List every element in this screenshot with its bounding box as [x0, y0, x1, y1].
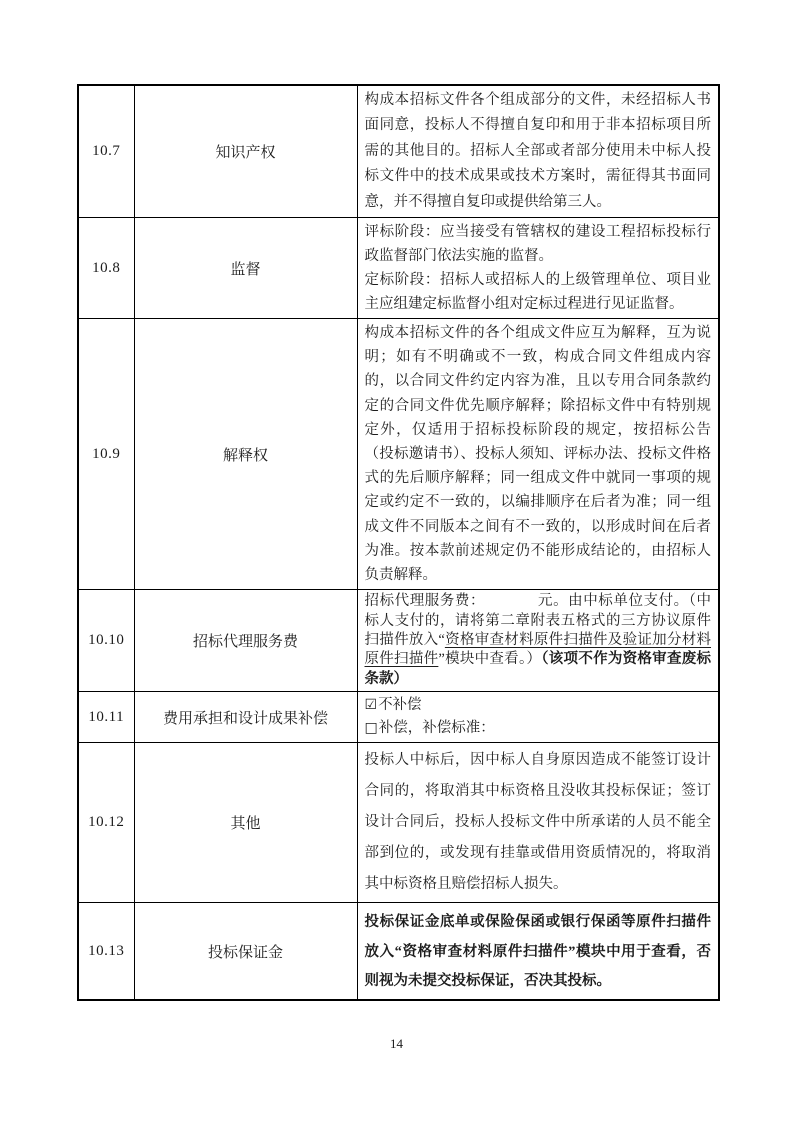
clause-number: 10.13	[78, 903, 134, 1000]
clause-content-cell	[357, 85, 719, 218]
clause-number: 10.12	[78, 743, 134, 903]
clause-content-cell	[357, 590, 719, 692]
clause-content-cell	[357, 319, 719, 590]
table-row	[78, 743, 719, 903]
clause-number: 10.7	[78, 85, 134, 218]
option-compensation	[365, 717, 712, 740]
table-row	[78, 590, 719, 692]
clause-number: 10.11	[78, 692, 134, 743]
clause-label: 监督	[134, 218, 357, 319]
award-stage-paragraph: 定标阶段：招标人或招标人的上级管理单位、项目业主应组建定标监督小组对定标过程进行见证监督。	[364, 272, 711, 313]
clause-number: 10.9	[78, 319, 134, 590]
table-row	[78, 85, 719, 218]
table-row	[78, 692, 719, 743]
agency-fee-close: ”模块中查看。）	[438, 651, 542, 668]
agency-fee-module-name: 资格审查材料原件扫描件及验证加分材料原件扫描件	[364, 632, 712, 668]
evaluation-stage-paragraph: 评标阶段：应当接受有管辖权的建设工程招标投标行政监督部门依法实施的监督。	[364, 224, 711, 265]
clause-label: 知识产权	[134, 85, 357, 218]
clause-content-text: 构成本招标文件的各个组成文件应互为解释，互为说明；如有不明确或不一致，构成合同文件组成内容的，以合同文件约定内容为准，且以专用合同条款约定的合同文件优先顺序解释；除招标文件中有特别规定外，仅适用于招标投标阶段的规定，按招标公告（投标邀请书）、投标人须知、评标办法、投标文件格式的先后顺序解释；同一组成文件中就同一事项的规定或约定不一致的，以编排顺序在后者为准；同一组成文件不同版本之间有不一致的，以形成时间在后者为准。按本款前述规定仍不能形成结论的，由招标人负责解释。	[364, 325, 711, 584]
clause-content-text: 投标人中标后，因中标人自身原因造成不能签订设计合同的，将取消其中标资格且没收其投标保证；签订设计合同后，投标人投标文件中所承诺的人员不能全部到位的，或发现有挂靠或借用资质情况的，将取消其中标资格且赔偿招标人损失。	[364, 752, 711, 893]
option-compensation-label: 补偿，补偿标准：	[378, 720, 495, 737]
clause-label: 其他	[134, 743, 357, 903]
page-number: 14	[390, 1036, 403, 1051]
checked-checkbox-icon: ☑	[364, 697, 378, 714]
agency-fee-note: （该项不作为资格审查废标条款）	[364, 651, 712, 687]
clause-number: 10.10	[78, 590, 134, 692]
clause-content-cell	[357, 218, 719, 319]
table-row	[78, 218, 719, 319]
clause-label: 招标代理服务费	[134, 590, 357, 692]
option-no-compensation	[365, 694, 712, 717]
agency-fee-blank	[478, 593, 538, 609]
clause-content-cell	[357, 743, 719, 903]
table-row	[78, 319, 719, 590]
agency-fee-mid: 元。由中标单位支付。（中标人支付的，请将第二章附表五格式的三方协议原件扫描件放入“	[364, 593, 712, 649]
table-row	[78, 903, 719, 1000]
clause-label: 费用承担和设计成果补偿	[134, 692, 357, 743]
clause-content-cell	[357, 903, 719, 1000]
agency-fee-text	[358, 590, 719, 691]
clauses-table	[77, 84, 720, 1001]
clause-content-cell	[357, 692, 719, 743]
bid-security-notice-text: 投标保证金底单或保险保函或银行保函等原件扫描件放入“资格审查材料原件扫描件”模块中用于查看，否则视为未提交投标保证，否决其投标。	[364, 914, 711, 990]
clause-content-text: 构成本招标文件各个组成部分的文件，未经招标人书面同意，投标人不得擅自复印和用于非本招标项目所需的其他目的。招标人全部或者部分使用未中标人投标文件中的技术成果或技术方案时，需征得其书面同意，并不得擅自复印或提供给第三人。	[364, 92, 711, 210]
clause-label: 解释权	[134, 319, 357, 590]
unchecked-checkbox-icon: □	[364, 720, 378, 737]
agency-fee-prefix: 招标代理服务费：	[364, 593, 478, 610]
clause-label: 投标保证金	[134, 903, 357, 1000]
clause-number: 10.8	[78, 218, 134, 319]
option-no-compensation-label: 不补偿	[378, 697, 422, 714]
